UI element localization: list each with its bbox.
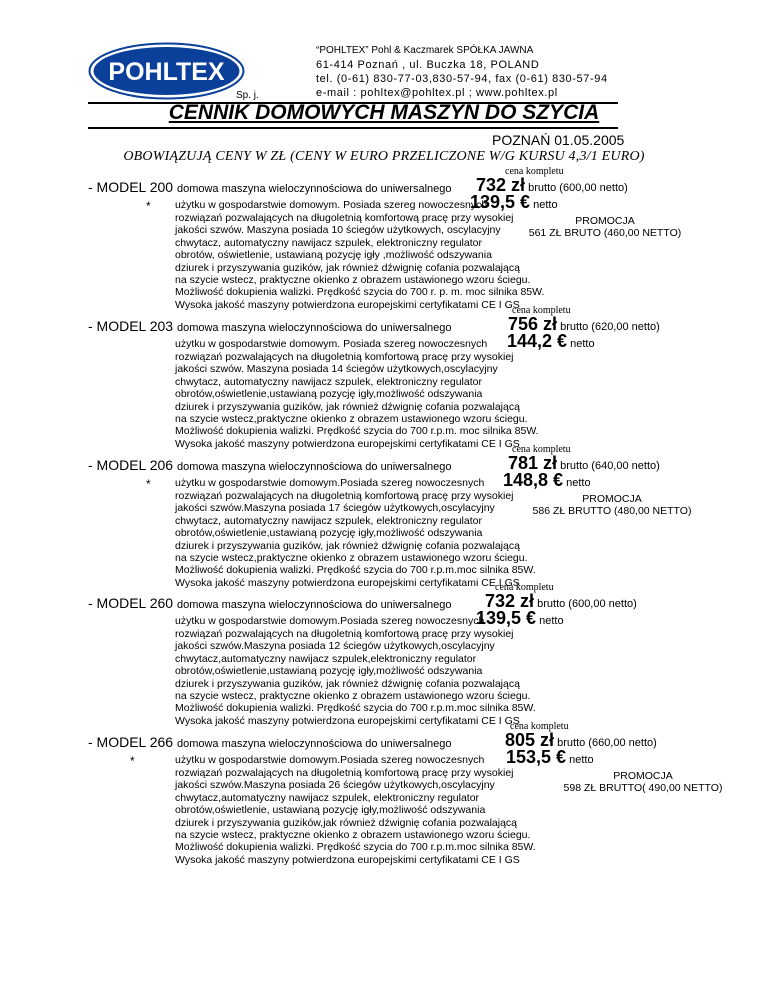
- cena-label: cena kompletu: [505, 166, 564, 177]
- description-line: dziurek i przyszywania guzików, jak również dźwignię cofania pozwalającą: [175, 400, 520, 413]
- description-line: Wysoka jakość maszyny potwierdzona europejskimi certyfikatami CE I GS: [175, 853, 520, 866]
- description-line: chwytacz, automatyczny nawijacz szpulek, elektroniczny regulator: [175, 375, 482, 388]
- description-line: Wysoka jakość maszyny potwierdzona europejskimi certyfikatami CE I GS: [175, 437, 520, 450]
- document-date: POZNAŃ 01.05.2005: [492, 132, 625, 148]
- promo-label: PROMOCJA: [575, 215, 635, 227]
- promotion: [522, 493, 702, 518]
- price-pln-value: 732 zł: [476, 175, 526, 195]
- description-line: dziurek i przyszywania guzików, jak również dźwignię cofania pozwalającą: [175, 539, 520, 552]
- price-eur-note: netto: [539, 615, 564, 627]
- bullet-mark: *: [130, 754, 135, 768]
- price-eur: [476, 608, 564, 629]
- promo-price: 586 ZŁ BRUTTO (480,00 NETTO): [532, 505, 692, 518]
- cena-label: cena kompletu: [510, 721, 569, 732]
- price-pln-value: 781 zł: [508, 453, 558, 473]
- description-line: jakości szwów. Maszyna posiada 14 ściegów użytkowych,oscylacyjny: [175, 363, 498, 376]
- price-eur-value: 153,5 €: [506, 747, 567, 767]
- description-line: Możliwość dokupienia walizki. Prędkość szycia do 700 r.p.m. moc silnika 85W.: [175, 425, 539, 438]
- price-eur-value: 144,2 €: [507, 331, 568, 351]
- company-address: 61-414 Poznań , ul. Buczka 18, POLAND: [316, 59, 540, 71]
- description-line: chwytacz,automatyczny nawijacz szpulek,elektroniczny regulator: [175, 652, 477, 665]
- promotion: [515, 215, 695, 240]
- price-pln-note: brutto (640,00 netto): [560, 460, 660, 472]
- description-line: dziurek i przyszywania guzików,jak również dźwignię cofania pozwalającą: [175, 816, 517, 829]
- description-line: Możliwość dokupienia walizki. Prędkość szycia do 700 r.p.m.moc silnika 85W.: [175, 841, 536, 854]
- promo-price: 598 ZŁ BRUTTO( 490,00 NETTO): [563, 782, 723, 795]
- price-eur-value: 139,5 €: [476, 608, 537, 628]
- description-line: obrotów,oświetlenie,ustawianą pozycję igły,możliwość odszywania: [175, 527, 483, 540]
- price-pln-value: 756 zł: [508, 314, 558, 334]
- model-number: - MODEL 206: [88, 457, 174, 473]
- model-short-desc: domowa maszyna wieloczynnościowa do uniwersalnego: [176, 599, 452, 611]
- price-eur-note: netto: [570, 338, 595, 350]
- price-eur-note: netto: [569, 754, 594, 766]
- price-eur: [503, 470, 591, 491]
- model-name: [88, 734, 452, 750]
- description-line: rozwiązań pozwalających na długoletnią komfortową pracę przy wysokiej: [175, 767, 514, 779]
- price-eur: [506, 747, 594, 768]
- promo-label: PROMOCJA: [613, 770, 673, 782]
- description-line: chwytacz, automatyczny nawijacz szpulek, elektroniczny regulator: [175, 236, 482, 249]
- model-number: - MODEL 266: [88, 734, 174, 750]
- price-eur-note: netto: [533, 199, 558, 211]
- model-short-desc: domowa maszyna wieloczynnościowa do uniwersalnego: [176, 461, 452, 473]
- description-line: Wysoka jakość maszyny potwierdzona europejskimi certyfikatami CE I GS: [175, 298, 520, 311]
- description-line: na szycie wstecz,praktyczne okienko z obrazem ustawionego wzoru ściegu.: [175, 413, 528, 425]
- model-short-desc: domowa maszyna wieloczynnościowa do uniwersalnego: [176, 738, 452, 750]
- description-line: dziurek i przyszywania guzików, jak również dźwignię cofania pozwalającą: [175, 677, 520, 690]
- description-line: na szycie wstecz, praktyczne okienko z obrazem ustawionego wzoru ściegu.: [175, 690, 531, 702]
- description-line: rozwiązań pozwalających na długoletnią komfortową pracę przy wysokiej: [175, 490, 514, 502]
- bullet-mark: *: [146, 477, 151, 491]
- description-line: jakości szwów.Maszyna posiada 12 ściegów użytkowych,oscylacyjny: [175, 640, 495, 653]
- model-number: - MODEL 260: [88, 595, 174, 611]
- price-eur-value: 148,8 €: [503, 470, 564, 490]
- description-first-line: użytku w gospodarstwie domowym.Posiada szereg nowoczesnych: [175, 754, 485, 766]
- description-line: na szycie wstecz,praktyczne okienko z obrazem ustawionego wzoru ściegu.: [175, 552, 528, 564]
- description-line: Możliwość dokupienia walizki. Prędkość szycia do 700 r. p. m. moc silnika 85W.: [175, 286, 545, 299]
- price-eur-note: netto: [566, 477, 591, 489]
- company-block: [316, 44, 608, 100]
- description-first-line: użytku w gospodarstwie domowym.Posiada szereg nowoczesnych: [175, 615, 485, 627]
- company-phones: tel. (0-61) 830-77-03,830-57-94, fax (0-61) 830-57-94: [316, 73, 608, 85]
- company-email: e-mail : pohltex@pohltex.pl ; www.pohltex.pl: [316, 87, 558, 99]
- price-pln-note: brutto (620,00 netto): [560, 321, 660, 333]
- page-title: CENNIK DOMOWYCH MASZYN DO SZYCIA: [168, 101, 600, 124]
- currency-note: OBOWIĄZUJĄ CENY W ZŁ (CENY W EURO PRZELICZONE W/G KURSU 4,3/1 EURO): [123, 149, 645, 164]
- model-block: [0, 582, 768, 742]
- description-line: obrotów,oświetlenie,ustawianą pozycję igły,możliwość odszywania: [175, 665, 483, 678]
- description-line: jakości szwów.Maszyna posiada 26 ściegów użytkowych,oscylacyjny: [175, 779, 495, 792]
- model-short-desc: domowa maszyna wieloczynnościowa do uniwersalnego: [176, 183, 452, 195]
- model-name: [88, 318, 452, 334]
- cena-label: cena kompletu: [512, 305, 571, 316]
- model-number: - MODEL 200: [88, 179, 174, 195]
- description-line: Możliwość dokupienia walizki. Prędkość szycia do 700 r.p.m.moc silnika 85W.: [175, 564, 536, 577]
- model-block: [0, 166, 768, 326]
- cena-label: cena kompletu: [495, 582, 554, 593]
- price-pln-value: 732 zł: [485, 591, 535, 611]
- description-first-line: użytku w gospodarstwie domowym.Posiada szereg nowoczesnych: [175, 477, 485, 489]
- model-name: [88, 595, 452, 611]
- description-line: na szycie wstecz, praktyczne okienko z obrazem ustawionego wzoru ściegu.: [175, 274, 531, 286]
- description-line: obrotów,oświetlenie,ustawianą pozycję igły,możliwość odszywania: [175, 388, 483, 401]
- description-line: jakości szwów. Maszyna posiada 10 ściegów użytkowych, oscylacyjny: [175, 224, 501, 237]
- company-name: “POHLTEX” Pohl & Kaczmarek SPÓŁKA JAWNA: [316, 45, 534, 56]
- model-name: [88, 457, 452, 473]
- price-pln-note: brutto (600,00 netto): [528, 182, 628, 194]
- description-line: Wysoka jakość maszyny potwierdzona europejskimi certyfikatami CE I GS: [175, 714, 520, 727]
- description-first-line: użytku w gospodarstwie domowym. Posiada szereg nowoczesnych: [175, 199, 488, 211]
- promo-label: PROMOCJA: [582, 493, 642, 505]
- price-eur-value: 139,5 €: [470, 192, 531, 212]
- description-line: Wysoka jakość maszyny potwierdzona europejskimi certyfikatami CE I GS: [175, 576, 520, 589]
- promotion: [553, 770, 733, 795]
- description-line: rozwiązań pozwalających na długoletnią komfortową pracę przy wysokiej: [175, 212, 514, 224]
- description-line: chwytacz,automatyczny nawijacz szpulek, elektroniczny regulator: [175, 791, 480, 804]
- description-line: jakości szwów.Maszyna posiada 17 ściegów użytkowych,oscylacyjny: [175, 502, 495, 515]
- description-line: obrotów, oświetlenie, ustawianą pozycję igły ,możliwość odszywania: [175, 249, 492, 262]
- model-name: [88, 179, 452, 195]
- description-first-line: użytku w gospodarstwie domowym. Posiada szereg nowoczesnych: [175, 338, 488, 350]
- description-line: obrotów,oświetlenie, ustawianą pozycję igły,możliwość odszywania: [175, 804, 486, 817]
- description-line: na szycie wstecz, praktyczne okienko z obrazem ustawionego wzoru ściegu.: [175, 829, 531, 841]
- promo-price: 561 ZŁ BRUTO (460,00 NETTO): [528, 227, 682, 240]
- logo-suffix: Sp. j.: [236, 90, 259, 101]
- description-line: chwytacz, automatyczny nawijacz szpulek, elektroniczny regulator: [175, 514, 482, 527]
- description-line: dziurek i przyszywania guzików, jak również dźwignię cofania pozwalającą: [175, 261, 520, 274]
- bullet-mark: *: [146, 199, 151, 213]
- description-line: Możliwość dokupienia walizki. Prędkość szycia do 700 r.p.m.moc silnika 85W.: [175, 702, 536, 715]
- model-short-desc: domowa maszyna wieloczynnościowa do uniwersalnego: [176, 322, 452, 334]
- price-eur: [470, 192, 558, 213]
- model-block: [0, 444, 768, 604]
- cena-label: cena kompletu: [512, 444, 571, 455]
- description-line: rozwiązań pozwalających na długoletnią komfortową pracę przy wysokiej: [175, 351, 514, 363]
- pohltex-logo: [88, 42, 245, 100]
- logo-text: POHLTEX: [108, 58, 225, 86]
- price-pln-note: brutto (600,00 netto): [537, 598, 637, 610]
- description-line: rozwiązań pozwalających na długoletnią komfortową pracę przy wysokiej: [175, 628, 514, 640]
- model-block: [0, 721, 768, 881]
- price-eur: [507, 331, 595, 352]
- model-block: [0, 305, 768, 465]
- title-rule: [88, 127, 618, 129]
- price-pln-value: 805 zł: [505, 730, 555, 750]
- model-number: - MODEL 203: [88, 318, 174, 334]
- price-pln-note: brutto (660,00 netto): [557, 737, 657, 749]
